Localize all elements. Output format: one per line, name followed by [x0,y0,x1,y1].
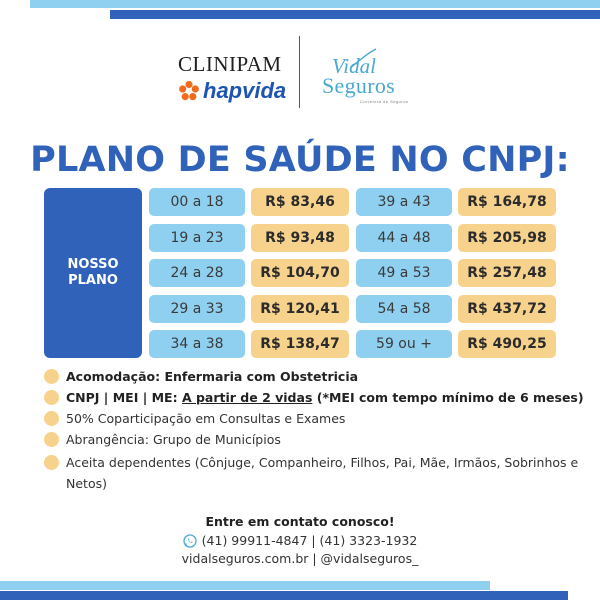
plan-label-line1: NOSSO [67,257,119,272]
hapvida-wordmark: hapvida [203,78,287,103]
age-range-cell: 19 a 23 [149,224,245,252]
contact-web-social[interactable]: vidalseguros.com.br | @vidalseguros_ [181,551,419,566]
plan-label-box [44,188,142,358]
bullet-dot-icon [44,455,59,470]
bullet-dot-icon [44,390,59,405]
bottom-accent-bar-light [0,581,490,590]
vidal-name: Vidal [332,54,376,78]
bullet-dot-icon [44,432,59,447]
price-cell: R$ 490,25 [458,330,556,358]
age-range-cell: 54 a 58 [356,295,452,323]
feature-dependents: Aceita dependentes (Cônjuge, Companheiro, Filhos, Pai, Mãe, Irmãos, Sobrinhos e Netos) [44,452,584,494]
price-cell: R$ 437,72 [458,295,556,323]
plan-features-list [44,368,584,498]
vidal-seguros-text: Seguros [322,73,395,98]
vidal-seguros-logo [322,54,408,104]
price-cell: R$ 93,48 [251,224,349,252]
page-title: PLANO DE SAÚDE NO CNPJ: [30,140,570,180]
age-range-cell: 34 a 38 [149,330,245,358]
price-cell: R$ 164,78 [458,188,556,216]
contact-title: Entre em contato conosco! [205,514,395,529]
age-range-cell: 29 a 33 [149,295,245,323]
age-range-cell: 44 a 48 [356,224,452,252]
age-range-cell: 39 a 43 [356,188,452,216]
bullet-dot-icon [44,411,59,426]
age-range-cell: 24 a 28 [149,259,245,287]
contact-section [0,514,600,566]
clinipam-logo: CLINIPAM [178,52,282,76]
age-range-cell: 00 a 18 [149,188,245,216]
plan-label-line2: PLANO [68,273,118,288]
feature-coverage: Abrangência: Grupo de Municípios [44,431,584,448]
price-cell: R$ 83,46 [251,188,349,216]
price-cell: R$ 257,48 [458,259,556,287]
contact-phone-numbers[interactable]: (41) 99911-4847 | (41) 3323-1932 [201,533,418,548]
hapvida-flower-icon [178,80,200,102]
logo-divider [299,36,300,108]
logo-header [0,34,600,114]
hapvida-logo [178,78,286,104]
bullet-dot-icon [44,369,59,384]
bottom-accent-bar-dark [0,591,568,600]
price-cell: R$ 205,98 [458,224,556,252]
vidal-subtitle: Corretora de Seguros [360,99,409,104]
whatsapp-icon [183,534,197,548]
price-cell: R$ 104,70 [251,259,349,287]
top-accent-bar-dark [110,10,600,19]
feature-accommodation: Acomodação: Enfermaria com Obstetricia [44,368,584,385]
feature-copay: 50% Coparticipação em Consultas e Exames [44,410,584,427]
price-cell: R$ 120,41 [251,295,349,323]
top-accent-bar-light [30,0,600,8]
age-range-cell: 59 ou + [356,330,452,358]
price-table [44,188,556,360]
feature-cnpj: CNPJ | MEI | ME: A partir de 2 vidas (*MEI com tempo mínimo de 6 meses) [44,389,584,406]
contact-phones [0,533,600,548]
age-range-cell: 49 a 53 [356,259,452,287]
price-cell: R$ 138,47 [251,330,349,358]
